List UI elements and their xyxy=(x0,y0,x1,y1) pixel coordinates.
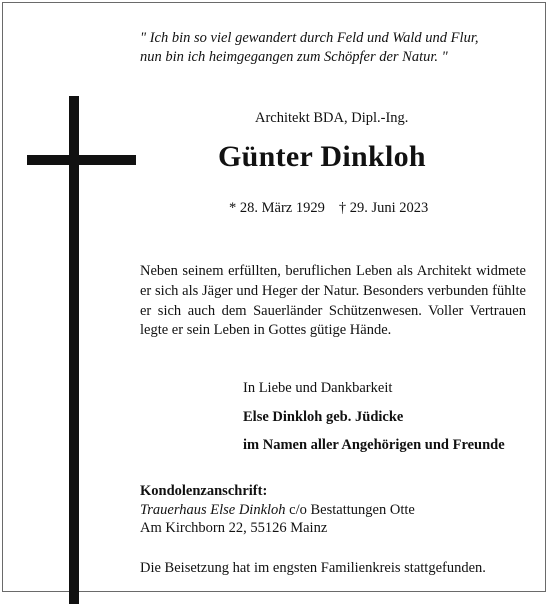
condolence-street: Am Kirchborn 22, 55126 Mainz xyxy=(140,520,328,536)
mourners-intro: In Liebe und Dankbarkeit xyxy=(243,380,393,396)
mourner-spouse: Else Dinkloh geb. Jüdicke xyxy=(243,408,404,425)
verse-line-2: nun bin ich heimgegangen zum Schöpfer der Natur. " xyxy=(140,49,448,65)
condolence-heading: Kondolenzanschrift: xyxy=(140,483,268,499)
condolence-recipient-name: Trauerhaus Else Dinkloh xyxy=(140,501,286,518)
condolence-recipient-care-of: c/o Bestattungen Otte xyxy=(285,501,415,518)
burial-note: Die Beisetzung hat im engsten Familienkreis stattgefunden. xyxy=(140,560,486,576)
professional-title: Architekt BDA, Dipl.-Ing. xyxy=(255,110,409,126)
condolence-address xyxy=(140,482,415,538)
death-date: † 29. Juni 2023 xyxy=(338,200,429,216)
condolence-recipient xyxy=(140,501,415,520)
verse-quote xyxy=(140,29,510,67)
mourner-relatives: im Namen aller Angehörigen und Freunde xyxy=(243,437,505,453)
cross-horizontal-bar xyxy=(27,155,136,165)
birth-date: * 28. März 1929 xyxy=(229,200,325,216)
cross-vertical-bar xyxy=(69,96,79,604)
deceased-name: Günter Dinkloh xyxy=(218,140,426,173)
verse-line-1: " Ich bin so viel gewandert durch Feld und Wald und Flur, xyxy=(140,30,479,46)
life-dates xyxy=(229,200,428,217)
mourners-block xyxy=(243,374,505,460)
biography-text: Neben seinem erfüllten, beruflichen Leben als Architekt widmete er sich als Jäger und Heger der Natur. Besonders verbunden fühlte er sich auch dem Sauerländer Schützenwesen. Voller Vertrauen legte er sein Leben in Gottes gütige Hände. xyxy=(140,263,526,339)
